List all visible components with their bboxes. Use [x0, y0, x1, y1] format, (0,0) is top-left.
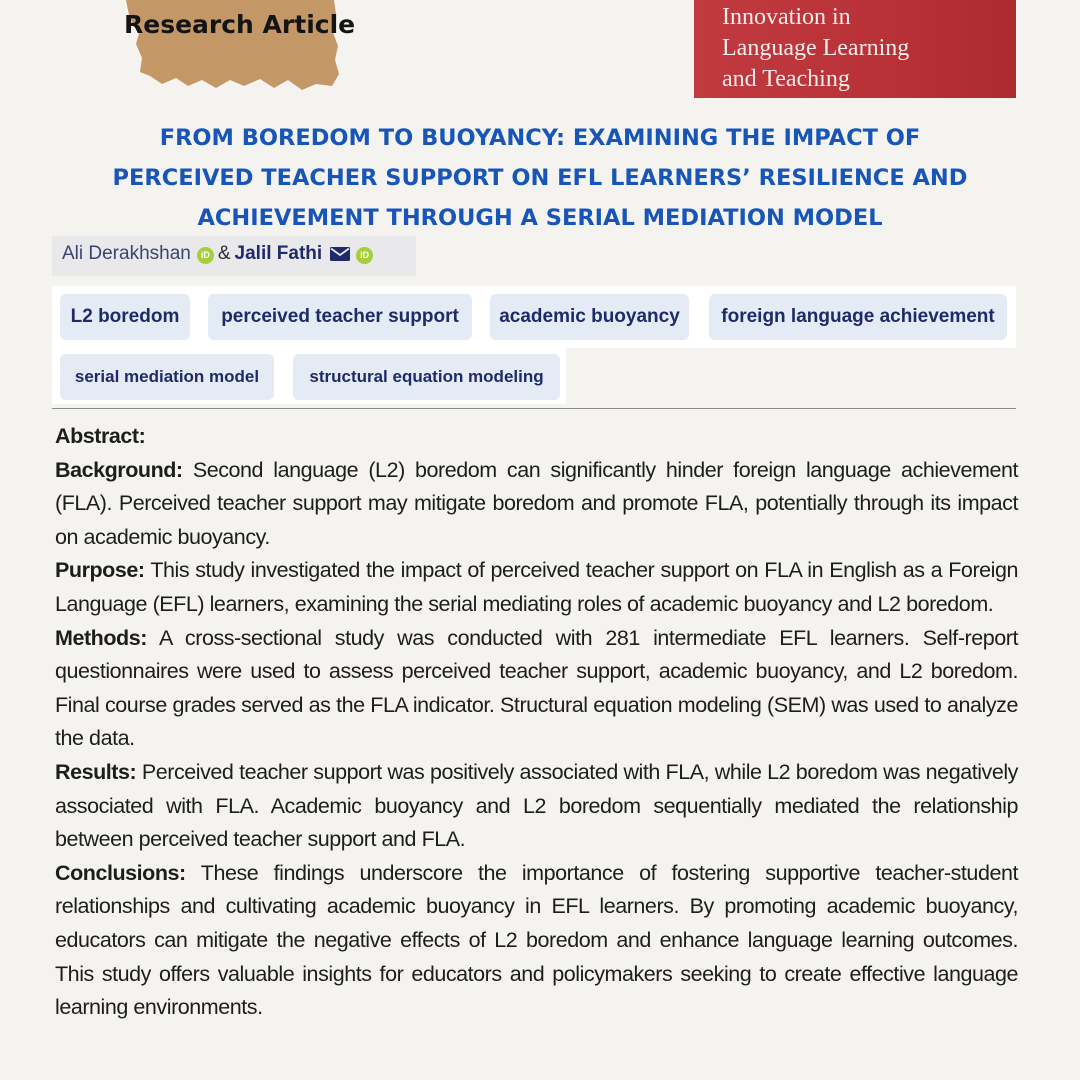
orcid-icon[interactable]: iD	[356, 247, 373, 264]
abstract-section-results	[55, 756, 1018, 857]
article-title	[40, 118, 1040, 238]
title-line: FROM BOREDOM TO BUOYANCY: EXAMINING THE IMPACT OF	[159, 125, 921, 151]
author-name[interactable]: Ali Derakhshan	[62, 243, 191, 264]
abstract	[55, 420, 1018, 1025]
author-separator: &	[217, 243, 231, 264]
abstract-section-conclusions	[55, 857, 1018, 1025]
keyword-chip[interactable]: serial mediation model	[60, 354, 274, 400]
keyword-chip[interactable]: academic buoyancy	[490, 294, 689, 340]
journal-name-block	[694, 0, 1016, 98]
abstract-section-methods	[55, 622, 1018, 756]
journal-name-line: and Teaching	[722, 66, 850, 92]
journal-name-line: Innovation in	[722, 4, 851, 30]
section-label: Conclusions:	[55, 860, 186, 885]
keyword-row	[52, 286, 1016, 348]
keyword-chip[interactable]: L2 boredom	[60, 294, 190, 340]
abstract-section-purpose	[55, 554, 1018, 621]
keyword-row	[52, 348, 566, 404]
email-icon[interactable]	[330, 247, 350, 261]
section-label: Background:	[55, 457, 183, 482]
author-name[interactable]: Jalil Fathi	[234, 243, 323, 264]
section-divider	[52, 408, 1016, 409]
section-text: A cross-sectional study was conducted with 281 intermediate EFL learners. Self-report questionnaires were used to assess perceived teacher support, academic buoyancy, and L2 boredom. Final course grades served as the FLA indicator. Structural equation modeling (SEM) was used to analyze the data.	[55, 625, 1018, 751]
section-text: These findings underscore the importance of fostering supportive teacher-student relationships and cultivating academic buoyancy in EFL learners. By promoting academic buoyancy, educators can mitigate the negative effects of L2 boredom and enhance language learning outcomes. This study offers valuable insights for educators and policymakers seeking to create effective language learning environments.	[55, 860, 1018, 1020]
title-line: PERCEIVED TEACHER SUPPORT ON EFL LEARNERS’ RESILIENCE AND	[112, 165, 968, 191]
orcid-icon[interactable]: iD	[197, 247, 214, 264]
keyword-chip[interactable]: perceived teacher support	[208, 294, 472, 340]
keyword-chip[interactable]: foreign language achievement	[709, 294, 1007, 340]
journal-name-line: Language Learning	[722, 35, 910, 61]
title-line: ACHIEVEMENT THROUGH A SERIAL MEDIATION MODEL	[197, 205, 883, 231]
abstract-section-background	[55, 454, 1018, 555]
section-label: Methods:	[55, 625, 147, 650]
section-text: Second language (L2) boredom can significantly hinder foreign language achievement (FLA). Perceived teacher support may mitigate boredom and promote FLA, potentially through its impact on academic buoyancy.	[55, 457, 1018, 549]
section-text: Perceived teacher support was positively associated with FLA, while L2 boredom was negatively associated with FLA. Academic buoyancy and L2 boredom sequentially mediated the relationship between perceived teacher support and FLA.	[55, 759, 1018, 852]
section-label: Purpose:	[55, 558, 145, 583]
keyword-chip[interactable]: structural equation modeling	[293, 354, 560, 400]
author-list	[52, 236, 416, 276]
research-article-label: Research Article	[124, 10, 356, 39]
abstract-heading: Abstract:	[55, 424, 146, 448]
section-text: This study investigated the impact of perceived teacher support on FLA in English as a Foreign Language (EFL) learners, examining the serial mediating roles of academic buoyancy and L2 boredom.	[55, 558, 1019, 616]
section-label: Results:	[55, 759, 137, 784]
